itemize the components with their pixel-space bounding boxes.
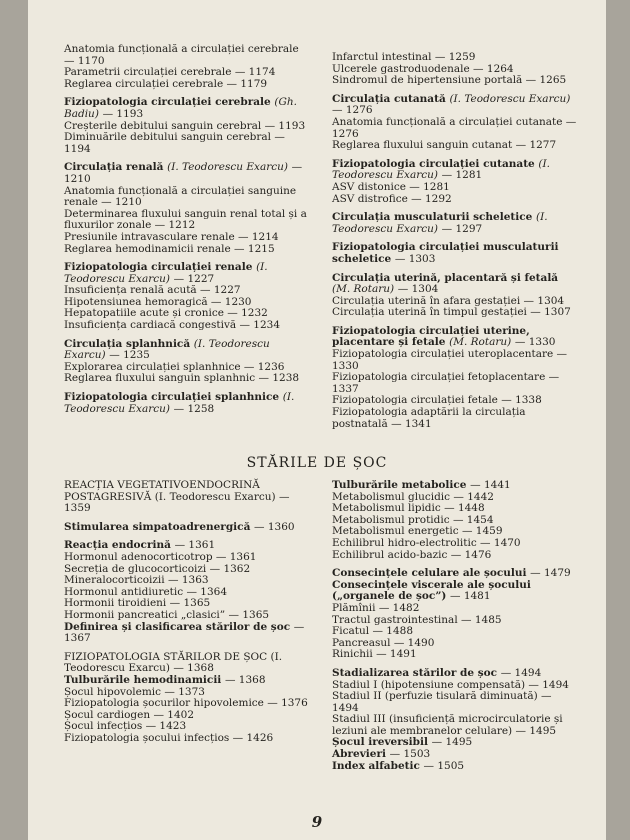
toc-entry bbox=[64, 652, 312, 675]
toc-heading: Index alfabetic bbox=[332, 759, 420, 772]
toc-text: Fiziopatologia șocurilor hipovolemice — 1376 bbox=[64, 697, 308, 710]
toc-author: (M. Rotaru) bbox=[449, 336, 512, 349]
toc-text: Sindromul de hipertensiune portală — 1265 bbox=[332, 74, 567, 87]
toc-entry bbox=[332, 242, 578, 265]
toc-column-bottom-right bbox=[332, 480, 578, 772]
toc-entry bbox=[64, 209, 312, 232]
toc-text: Metabolismul lipidic — 1448 bbox=[332, 502, 485, 515]
toc-heading: Consecințele viscerale ale șocului („organele de șoc”) bbox=[332, 578, 531, 603]
toc-text: Insuficiența renală acută — 1227 bbox=[64, 284, 241, 297]
toc-entry bbox=[332, 94, 578, 117]
toc-heading: Fiziopatologia circulației splanhnice bbox=[64, 391, 280, 404]
toc-text: Insuficiența cardiacă congestivă — 1234 bbox=[64, 319, 281, 332]
toc-entry bbox=[332, 691, 578, 714]
toc-entry bbox=[64, 97, 312, 120]
toc-heading: Șocul ireversibil bbox=[332, 736, 428, 749]
toc-text: Fiziopatologia circulației fetoplacentare — 1337 bbox=[332, 371, 560, 395]
toc-text: Hormonii tiroidieni — 1365 bbox=[64, 597, 211, 610]
toc-entry bbox=[64, 480, 312, 515]
toc-author: (I. Teodorescu Exarcu) bbox=[64, 650, 283, 675]
toc-author: (Gh. Badiu) bbox=[64, 96, 297, 120]
toc-entry bbox=[332, 407, 578, 430]
toc-text: Explorarea circulației splanhnice — 1236 bbox=[64, 360, 285, 373]
toc-entry bbox=[332, 140, 578, 152]
toc-heading: Circulația cutanată bbox=[332, 92, 446, 105]
toc-text: — 1304 bbox=[397, 283, 439, 296]
toc-text: Șocul hipovolemic — 1373 bbox=[64, 685, 205, 698]
toc-heading: Fiziopatologia circulației cerebrale bbox=[64, 96, 271, 109]
toc-heading: Stimularea simpatoadrenergică bbox=[64, 520, 251, 533]
toc-text: Echilibrul hidro-electrolitic — 1470 bbox=[332, 536, 521, 549]
toc-text: Metabolismul glucidic — 1442 bbox=[332, 490, 494, 503]
toc-text: Stadiul II (perfuzie tisulară diminuată) — 1494 bbox=[332, 690, 552, 714]
toc-text: — 1368 bbox=[173, 662, 214, 675]
toc-text: — 1281 bbox=[441, 169, 483, 182]
toc-entry bbox=[332, 649, 578, 661]
toc-text: — 1193 bbox=[102, 107, 144, 120]
toc-entry bbox=[332, 307, 578, 319]
toc-heading: Stadializarea stărilor de șoc bbox=[332, 666, 498, 679]
toc-heading: Circulația musculaturii scheletice bbox=[332, 211, 533, 224]
toc-entry bbox=[64, 522, 312, 534]
toc-heading: Fiziopatologia circulației renale bbox=[64, 261, 253, 274]
toc-text: Metabolismul protidic — 1454 bbox=[332, 513, 494, 526]
toc-text: Hormonii pancreatici „clasici” — 1365 bbox=[64, 608, 270, 621]
toc-text: — 1367 bbox=[64, 620, 305, 645]
toc-entry bbox=[332, 159, 578, 182]
toc-entry bbox=[64, 733, 312, 745]
toc-text: Circulația uterină în timpul gestației — 1307 bbox=[332, 306, 571, 319]
toc-text: FIZIOPATOLOGIA STĂRILOR DE ȘOC bbox=[64, 650, 268, 663]
toc-heading: Fiziopatologia circulației musculaturii scheletice bbox=[332, 241, 559, 265]
toc-entry bbox=[332, 550, 578, 562]
toc-text: Reglarea fluxului sanguin splanhnic — 1238 bbox=[64, 372, 300, 385]
toc-entry bbox=[332, 714, 578, 737]
toc-entry bbox=[64, 162, 312, 185]
toc-text: Echilibrul acido-bazic — 1476 bbox=[332, 548, 492, 561]
toc-text: — 1330 bbox=[514, 336, 556, 349]
toc-entry bbox=[332, 326, 578, 349]
toc-text: — 1479 bbox=[530, 567, 571, 580]
toc-author: (I. Teodorescu Exarcu) bbox=[64, 337, 270, 362]
toc-text: Hormonul antidiuretic — 1364 bbox=[64, 585, 228, 598]
toc-entry bbox=[64, 44, 312, 67]
toc-text: Reglarea circulației cerebrale — 1179 bbox=[64, 77, 268, 90]
toc-text: Șocul cardiogen — 1402 bbox=[64, 708, 195, 721]
toc-text: REACȚIA VEGETATIVOENDOCRINĂ POSTAGRESIVĂ bbox=[64, 479, 260, 503]
toc-text: Hormonul adenocorticotrop — 1361 bbox=[64, 550, 257, 563]
toc-entry bbox=[64, 373, 312, 385]
toc-text: — 1303 bbox=[394, 252, 436, 265]
toc-entry bbox=[64, 320, 312, 332]
toc-text: — 1505 bbox=[423, 759, 465, 772]
toc-entry bbox=[64, 622, 312, 645]
toc-text: — 1359 bbox=[64, 490, 290, 515]
toc-entry bbox=[332, 580, 578, 603]
toc-author: (I. Teodorescu Exarcu) bbox=[332, 157, 550, 182]
toc-text: ASV distrofice — 1292 bbox=[332, 192, 452, 205]
toc-heading: Tulburările hemodinamicii bbox=[64, 673, 222, 686]
toc-author: (I. Teodorescu Exarcu) bbox=[154, 490, 276, 503]
toc-text: — 1368 bbox=[224, 673, 266, 686]
toc-text: Secreția de glucocorticoizi — 1362 bbox=[64, 562, 251, 575]
toc-column-bottom-left bbox=[64, 480, 312, 744]
toc-text: Mineralocorticoizii — 1363 bbox=[64, 574, 209, 587]
toc-heading: Consecințele celulare ale șocului bbox=[332, 567, 527, 580]
toc-entry bbox=[64, 79, 312, 91]
toc-text: — 1481 bbox=[449, 590, 491, 603]
toc-text: Fiziopatologia adaptării la circulația postnatală — 1341 bbox=[332, 406, 526, 430]
toc-text: Fiziopatologia șocului infecțios — 1426 bbox=[64, 731, 274, 744]
toc-text: Parametrii circulației cerebrale — 1174 bbox=[64, 66, 276, 79]
toc-text: Anatomia funcțională a circulației cutanate — 1276 bbox=[332, 115, 577, 140]
toc-entry bbox=[332, 273, 578, 296]
toc-text: — 1361 bbox=[174, 539, 216, 552]
toc-text: Diminuările debitului sanguin cerebral — 1194 bbox=[64, 131, 285, 155]
toc-text: — 1360 bbox=[254, 520, 295, 533]
toc-author: (I. Teodorescu Exarcu) bbox=[332, 211, 548, 235]
toc-text: Hepatopatiile acute și cronice — 1232 bbox=[64, 307, 268, 320]
toc-column-top-right bbox=[332, 52, 578, 430]
toc-author: (I. Teodorescu Exarcu) bbox=[64, 261, 268, 285]
toc-text: Reglarea hemodinamicii renale — 1215 bbox=[64, 242, 275, 255]
toc-author: (I. Teodorescu Exarcu) bbox=[64, 391, 295, 415]
page-number: 9 bbox=[311, 813, 323, 831]
toc-entry bbox=[64, 262, 312, 285]
toc-text: Presiunile intravasculare renale — 1214 bbox=[64, 230, 279, 243]
book-page bbox=[28, 0, 606, 840]
toc-entry bbox=[332, 212, 578, 235]
toc-text: — 1210 bbox=[64, 161, 303, 185]
toc-heading: Abrevieri bbox=[332, 748, 386, 761]
toc-text: — 1503 bbox=[389, 748, 431, 761]
toc-author: (I. Teodorescu Exarcu) bbox=[167, 161, 288, 174]
toc-text: Circulația uterină în afara gestației — 1304 bbox=[332, 294, 565, 307]
toc-text: Pancreasul — 1490 bbox=[332, 636, 435, 649]
toc-text: — 1495 bbox=[431, 736, 473, 749]
toc-heading: Fiziopatologia circulației uterine, placentare și fetale bbox=[332, 324, 530, 349]
toc-text: — 1276 bbox=[332, 104, 373, 117]
toc-entry bbox=[64, 339, 312, 362]
toc-text: Anatomia funcțională a circulației sanguine renale — 1210 bbox=[64, 184, 297, 209]
toc-text: Creșterile debitului sanguin cerebral — 1193 bbox=[64, 119, 306, 132]
toc-heading: Circulația uterină, placentară și fetală bbox=[332, 271, 559, 284]
toc-text: Anatomia funcțională a circulației cerebrale — 1170 bbox=[64, 43, 299, 67]
toc-text: Infarctul intestinal — 1259 bbox=[332, 51, 476, 63]
toc-entry bbox=[332, 117, 578, 140]
toc-entry bbox=[332, 194, 578, 206]
toc-text: Metabolismul energetic — 1459 bbox=[332, 525, 503, 538]
toc-text: Ficatul — 1488 bbox=[332, 625, 414, 638]
toc-heading: Fiziopatologia circulației cutanate bbox=[332, 157, 535, 170]
toc-text: Șocul infecțios — 1423 bbox=[64, 720, 187, 733]
toc-text: Fiziopatologia circulației fetale — 1338 bbox=[332, 394, 542, 407]
toc-text: Fiziopatologia circulației uteroplacentare — 1330 bbox=[332, 348, 568, 372]
toc-author: (I. Teodorescu Exarcu) bbox=[449, 92, 571, 105]
toc-text: Ulcerele gastroduodenale — 1264 bbox=[332, 62, 514, 75]
toc-text: Stadiul III (insuficiență microcirculatorie și leziuni ale membranelor celulare) — 1495 bbox=[332, 713, 563, 737]
toc-entry bbox=[64, 244, 312, 256]
toc-entry bbox=[64, 186, 312, 209]
toc-heading: Circulația splanhnică bbox=[64, 337, 191, 350]
toc-text: ASV distonice — 1281 bbox=[332, 180, 450, 193]
toc-heading: Tulburările metabolice bbox=[332, 479, 467, 491]
toc-text: Tractul gastrointestinal — 1485 bbox=[332, 613, 502, 626]
toc-text: Determinarea fluxului sanguin renal total și a fluxurilor zonale — 1212 bbox=[64, 207, 307, 232]
toc-text: — 1297 bbox=[441, 222, 483, 235]
toc-text: — 1441 bbox=[470, 479, 511, 491]
toc-text: — 1235 bbox=[109, 349, 150, 362]
toc-heading: Reacția endocrină bbox=[64, 539, 171, 552]
toc-entry bbox=[332, 372, 578, 395]
toc-text: — 1258 bbox=[173, 402, 215, 415]
toc-text: Stadiul I (hipotensiune compensată) — 1494 bbox=[332, 678, 569, 691]
toc-entry bbox=[64, 132, 312, 155]
toc-text: Reglarea fluxului sanguin cutanat — 1277 bbox=[332, 139, 557, 152]
toc-entry bbox=[64, 392, 312, 415]
toc-text: Rinichii — 1491 bbox=[332, 648, 417, 661]
toc-text: Hipotensiunea hemoragică — 1230 bbox=[64, 295, 252, 308]
toc-entry bbox=[332, 75, 578, 87]
toc-column-top-left bbox=[64, 44, 312, 415]
toc-heading: Circulația renală bbox=[64, 161, 164, 174]
toc-text: — 1227 bbox=[173, 272, 215, 285]
toc-author: (M. Rotaru) bbox=[332, 283, 395, 296]
toc-entry bbox=[332, 349, 578, 372]
toc-text: Plămînii — 1482 bbox=[332, 601, 420, 614]
toc-entry bbox=[332, 761, 578, 773]
section-title: STĂRILE DE ȘOC bbox=[246, 455, 388, 471]
toc-heading: Definirea și clasificarea stărilor de șoc bbox=[64, 620, 291, 633]
toc-text: — 1494 bbox=[500, 666, 542, 679]
